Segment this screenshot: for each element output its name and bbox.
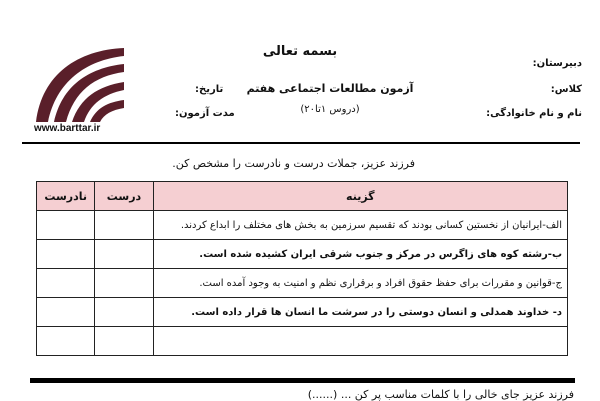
page-title: بسمه تعالی bbox=[262, 44, 338, 59]
barttar-logo-icon bbox=[28, 44, 128, 124]
statement-text: ج-قوانین و مقررات برای حفظ حقوق افراد و برقراری نظم و امنیت به وجود آمده است. bbox=[153, 269, 567, 298]
header-divider bbox=[22, 142, 580, 144]
school-label: دبیرستان: bbox=[532, 58, 582, 69]
date-label: تاریخ: bbox=[195, 84, 224, 95]
false-column-header: نادرست bbox=[37, 182, 95, 211]
table-header-row bbox=[37, 182, 568, 211]
false-answer-cell[interactable] bbox=[37, 298, 95, 327]
logo-url: www.barttar.ir bbox=[34, 123, 101, 134]
false-answer-cell[interactable] bbox=[37, 269, 95, 298]
statement-text: ب-رشته کوه های زاگرس در مرکز و جنوب شرقی ایران کشیده شده است. bbox=[153, 240, 567, 269]
true-answer-cell[interactable] bbox=[95, 269, 153, 298]
true-answer-cell[interactable] bbox=[95, 298, 153, 327]
statement-text: الف-ایرانیان از نخستین کسانی بودند که تقسیم سرزمین به بخش های مختلف را ابداع کردند. bbox=[153, 211, 567, 240]
table-row bbox=[37, 240, 568, 269]
false-answer-cell[interactable] bbox=[37, 327, 95, 356]
false-answer-cell[interactable] bbox=[37, 240, 95, 269]
statement-text: د- خداوند همدلی و انسان دوستی را در سرشت ما انسان ها قرار داده است. bbox=[153, 298, 567, 327]
table-row bbox=[37, 269, 568, 298]
true-false-table bbox=[36, 181, 568, 356]
statement-text bbox=[153, 327, 567, 356]
class-label: کلاس: bbox=[550, 84, 582, 95]
option-column-header: گزینه bbox=[153, 182, 567, 211]
table-row bbox=[37, 298, 568, 327]
true-answer-cell[interactable] bbox=[95, 327, 153, 356]
next-section-text: فرزند عزیز جای خالی را با کلمات مناسب پر کن ... (......) bbox=[307, 388, 574, 401]
duration-label: مدت آزمون: bbox=[175, 108, 235, 119]
true-column-header: درست bbox=[95, 182, 153, 211]
true-answer-cell[interactable] bbox=[95, 211, 153, 240]
false-answer-cell[interactable] bbox=[37, 211, 95, 240]
student-name-label: نام و نام خانوادگی: bbox=[486, 108, 582, 119]
table-row bbox=[37, 327, 568, 356]
section-divider bbox=[30, 378, 575, 383]
table-row bbox=[37, 211, 568, 240]
lessons-range: (دروس ۱تا۲۰) bbox=[300, 104, 360, 115]
true-answer-cell[interactable] bbox=[95, 240, 153, 269]
exam-title: آزمون مطالعات اجتماعی هفتم bbox=[246, 82, 414, 95]
instruction-text: فرزند عزیز، جملات درست و نادرست را مشخص کن. bbox=[172, 157, 415, 170]
